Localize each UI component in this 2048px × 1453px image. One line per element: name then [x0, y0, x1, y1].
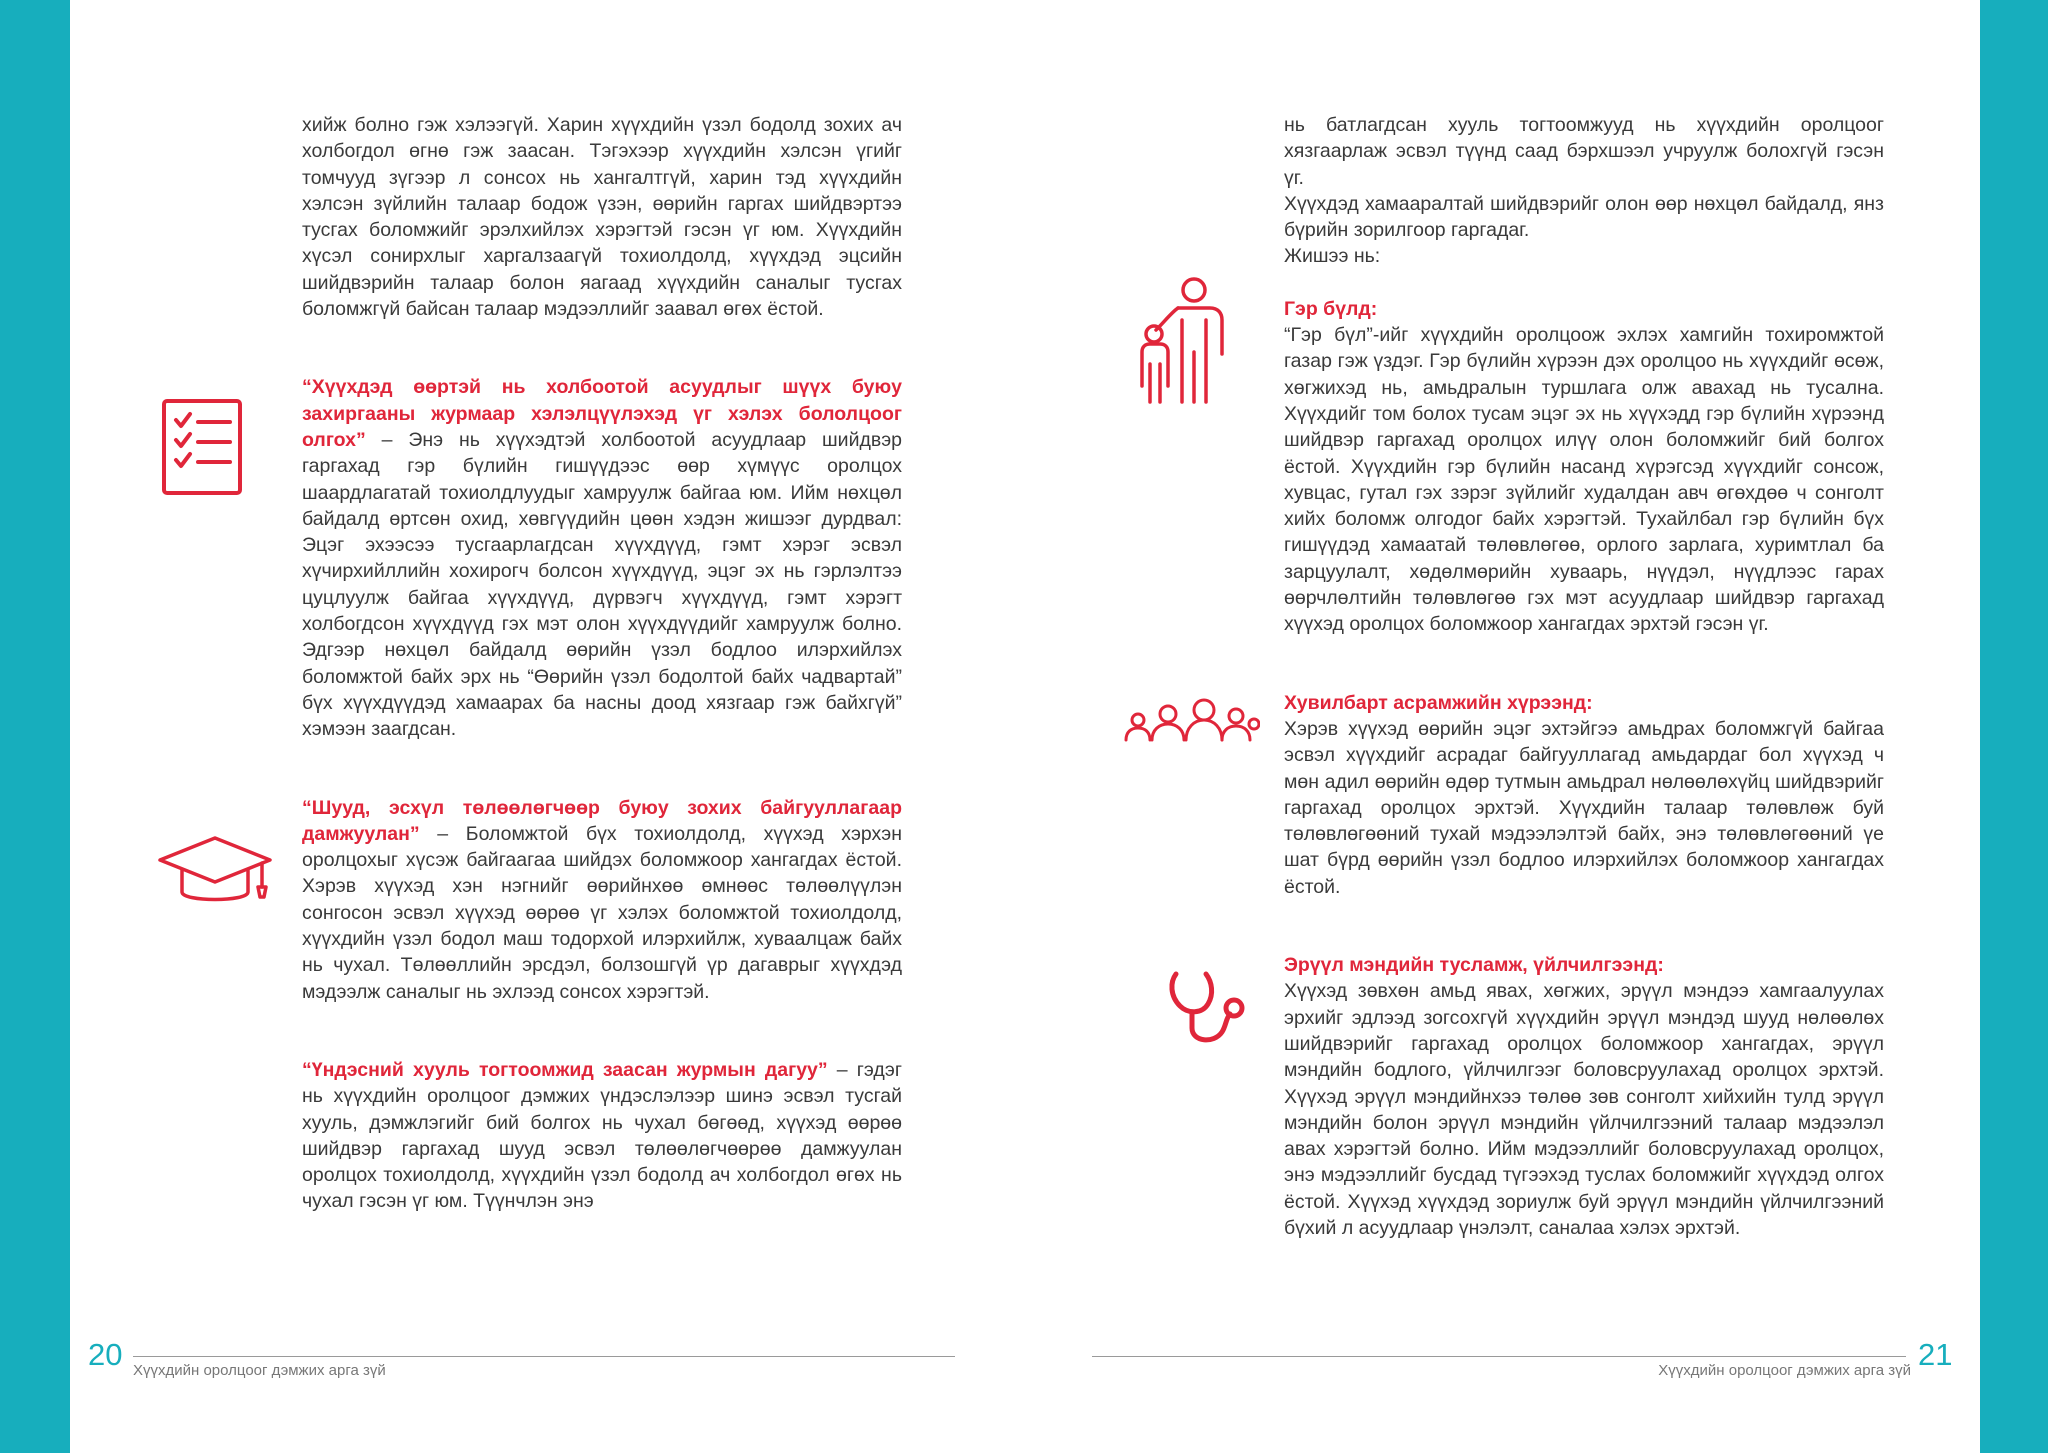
- section1-body: – Энэ нь хүүхэдтэй холбоотой асуудлаар шийдвэр гаргахад гэр бүлийн гишүүдээс өөр хүмүүс оролцох шаардлагатай тохиолдлуудыг хамруулж байгаа юм. Ийм нөхцөл байдалд өртсөн охид, хөвгүүдийн цөөн хэдэн жишээг дурдвал: Эцэг эхээсээ тусгаарлагдсан хүүхдүүд, гэмт хэрэг эсвэл хүчирхийллийн хохирогч болсон хүүхдүүд, эцэг эх нь гэрлэлтээ цуцлуулж байгаа хүүхдүүд, дүрвэгч хүүхдүүд, гэмт хэрэгт холбогдсон хүүхдүүд гэх мэт олон хүүхдүүдийг хамруулж болно. Эдгээр нөхцөл байдалд өөрийн үзэл бодлоо илэрхийлэх боломжтой байх эрх нь “Өөрийн үзэл бодолтой байх чадвартай” бүх хүүхдүүдэд хамаарах ба насны доод хязгаар гэж байхгүй” хэмээн заагдсан.: [302, 428, 902, 741]
- health-heading: Эрүүл мэндийн тусламж, үйлчилгээнд:: [1284, 954, 1664, 977]
- group-people-icon: [1124, 698, 1260, 742]
- right-footer-rule: [1092, 1356, 1906, 1357]
- left-page-column: [302, 112, 902, 1215]
- right-page-column: [1284, 112, 1884, 1241]
- section1-paragraph: [302, 374, 902, 742]
- section3-body: – гэдэг нь хүүхдийн оролцоог дэмжих үндэслэлээр шинэ эсвэл тусгай хууль, дэмжлэгийг бий болгох нь чухал бөгөөд, хүүхэд өөрөө шийдвэр гаргахад шууд эсвэл төлөөлөгчөөрөө дамжуулан оролцох тохиолдолд, хүүхдийн үзэл бодолд ач холбогдол өгөх нь чухал гэсэн үг юм. Түүнчлэн энэ: [302, 1058, 902, 1213]
- health-body: Хүүхэд зөвхөн амьд явах, хөгжих, эрүүл мэндээ хамгаалуулах эрхийг эдлээд зогсохгүй хүүхдийн эрүүл мэндэд шууд нөлөөлөх шийдвэрийг гаргахад оролцох боломжоор хангагдах, эрүүл мэндийн бодлого, үйлчилгээг боловсруулахад оролцох эрхтэй. Хүүхэд эрүүл мэндийнхээ төлөө зөв сонголт хийхийн тулд эрүүл мэндийн болон эрүүл мэндийн үйлчилгээний талаар мэдээлэл авах хэрэгтэй болно. Ийм мэдээллийг боловсруулахад оролцох, энэ мэдээллийг бусдад түгээхэд туслах боломжийг хүүхдэд олгох ёстой. Хүүхэд хүүхдэд зориулж буй эрүүл мэндийн үйлчилгээний бүхий л асуудлаар үнэлэлт, саналаа хэлэх эрхтэй.: [1284, 980, 1884, 1239]
- section2-heading: “Шууд, эсхүл төлөөлөгчөөр буюу зохих байгууллагаар дамжуулан”: [302, 796, 902, 845]
- right-footer-text: Хүүхдийн оролцоог дэмжих арга зүй: [1658, 1362, 1911, 1379]
- left-footer-rule: [133, 1356, 955, 1357]
- right-intro2-paragraph: Хүүхдэд хамааралтай шийдвэрийг олон өөр нөхцөл байдалд, янз бүрийн зорилгоор гаргадаг.: [1284, 192, 1884, 242]
- section2-body: – Боломжтой бүх тохиолдолд, хүүхэд хэрхэн оролцохыг хүсэж байгаагаа шийдэх боломжоор хангагдах ёстой. Хэрэв хүүхэд хэн нэгнийг өөрийнхөө өмнөөс төлөөлүүлэн сонгосон эсвэл хүүхэд өөрөө үг хэлэх боломжтой тохиолдолд, хүүхдийн үзэл бодол маш тодорхой илэрхийлж, хуваалцаж байх нь чухал. Төлөөллийн эрсдэл, болзошгүй үр дагаврыг хүүхдэд мэдээлж саналыг нь эхлээд сонсох хэрэгтэй.: [302, 822, 902, 1003]
- checklist-icon: [160, 398, 246, 498]
- section3-heading: “Үндэсний хууль тогтоомжид заасан журмын дагуу”: [302, 1058, 828, 1081]
- right-side-band: [1980, 0, 2048, 1453]
- stethoscope-icon: [1166, 968, 1250, 1052]
- section3-paragraph: [302, 1057, 902, 1215]
- care-heading: Хувилбарт асрамжийн хүрээнд:: [1284, 691, 1593, 714]
- care-body: Хэрэв хүүхэд өөрийн эцэг эхтэйгээ амьдрах боломжгүй байгаа эсвэл хүүхдийг асрадаг байгууллагад амьдардаг бол хүүхэд ч мөн адил өөрийн өдөр тутмын амьдрал нөлөөлөхүйц шийдвэрийг гаргахад оролцох эрхтэй. Хүүхдийн талаар төлөвлөж буй төлөвлөгөөний тухай мэдээлэлтэй байх, энэ төлөвлөгөөний үе шат бүрд өөрийн үзэл бодлоо илэрхийлэх боломжоор хангагдах ёстой.: [1284, 717, 1884, 898]
- left-intro-paragraph: хийж болно гэж хэлээгүй. Харин хүүхдийн үзэл бодолд зохих ач холбогдол өгнө гэж заасан. Тэгэхээр хүүхдийн хэлсэн үгийг томчууд зүгээр л сонсох нь хангалтгүй, харин тэд хүүхдийн хэлсэн зүйлийн талаар бодож үзэн, өөрийн гаргах шийдвэртээ тусгах боломжийг эрэлхийлэх хэрэгтэй гэсэн үг юм. Хүүхдийн хүсэл сонирхлыг харгалзаагүй тохиолдолд, хүүхдэд эцсийн шийдвэрийн талаар болон яагаад хүүхдийн саналыг тусгах боломжгүй байсан талаар мэдээллийг заавал өгөх ёстой.: [302, 114, 902, 321]
- family-heading: Гэр бүлд:: [1284, 297, 1378, 320]
- family-icon: [1134, 274, 1230, 406]
- section2-paragraph: [302, 795, 902, 1005]
- left-side-band: [0, 0, 70, 1453]
- left-footer-text: Хүүхдийн оролцоог дэмжих арга зүй: [133, 1362, 386, 1379]
- family-body: “Гэр бүл”-ийг хүүхдийн оролцоож эхлэх хамгийн тохиромжтой газар гэж үздэг. Гэр бүлийн хүрээн дэх оролцоо нь хүүхдийг өсөж, хөгжихэд нь, амьдралын туршлага олж авахад нь тусална. Хүүхдийг том болох тусам эцэг эх нь хүүхэдд гэр бүлийн хүрээнд шийдвэр гаргахад оролцох илүү олон боломжийг бий болгох ёстой. Хүүхдийн гэр бүлийн насанд хүрэгсэд хүүхдийг сонсож, хувцас, гутал гэх зэрэг зүйлийг худалдан авч өгөхдөө ч сонголт хийх боломж олгодог байх хэрэгтэй. Тухайлбал гэр бүлийн бүх гишүүдэд хамаатай төлөвлөгөө, орлого зарлага, хуримтлал ба зарцуулалт, хөдөлмөрийн хуваарь, нүүдэл, нүүдлээс гарах өөрчлөлтийн төлөвлөгөө гэх мэт асуудлаар шийдвэр гаргахад хүүхэд оролцох боломжоор хангагдах эрхтэй гэсэн үг.: [1284, 324, 1884, 636]
- section1-heading: “Хүүхдэд өөртэй нь холбоотой асуудлыг шүүх буюу захиргааны журмаар хэлэлцүүлэхэд үг хэлэх бололцоог олгох”: [302, 376, 902, 451]
- left-page-number: 20: [88, 1337, 123, 1372]
- right-page-number: 21: [1918, 1337, 1953, 1372]
- example-label: Жишээ нь:: [1284, 245, 1381, 268]
- graduation-cap-icon: [156, 834, 274, 912]
- right-intro-paragraph: нь батлагдсан хууль тогтоомжууд нь хүүхдийн оролцоог хязгаарлаж эсвэл түүнд саад бэрхшээл учруулж болохгүй гэсэн үг.: [1284, 114, 1884, 189]
